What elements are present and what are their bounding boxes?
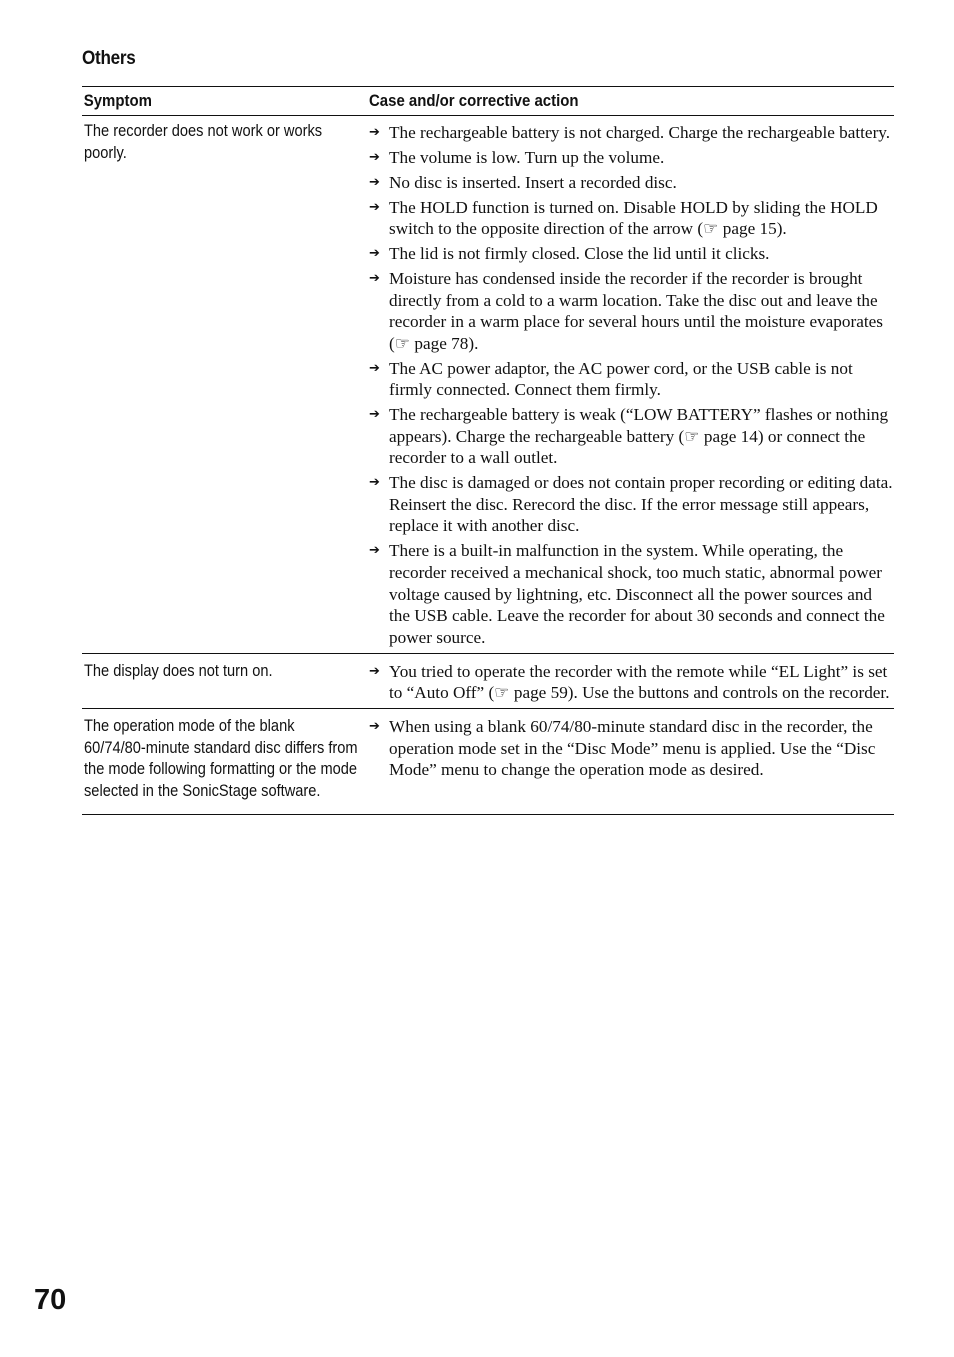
header-symptom: Symptom xyxy=(83,91,152,110)
action-item xyxy=(367,358,894,401)
symptom-text: The recorder does not work or works poorly. xyxy=(84,121,323,162)
action-item xyxy=(367,122,894,144)
table-header xyxy=(82,87,894,116)
symptom-text: The display does not turn on. xyxy=(84,660,273,680)
actions-cell xyxy=(367,709,894,814)
table-row xyxy=(82,709,894,815)
action-item xyxy=(367,404,894,469)
right-arrow-icon: ➔ xyxy=(369,360,380,376)
right-arrow-icon: ➔ xyxy=(369,149,380,165)
action-text: No disc is inserted. Insert a recorded disc. xyxy=(389,172,677,192)
right-arrow-icon: ➔ xyxy=(369,125,380,140)
action-item xyxy=(367,197,894,240)
header-action: Case and/or corrective action xyxy=(369,91,579,110)
action-text: The rechargeable battery is weak (“LOW BATTERY” flashes or nothing appears). Charge the rechargeable battery (☞ page 14) or connect the recorder to a wall outlet. xyxy=(389,405,889,468)
action-item xyxy=(367,172,894,194)
section-title: Others xyxy=(82,48,136,69)
symptom-cell xyxy=(82,116,367,653)
action-text: The AC power adaptor, the AC power cord, or the USB cable is not firmly connected. Connect them firmly. xyxy=(389,358,853,400)
action-text: The lid is not firmly closed. Close the lid until it clicks. xyxy=(389,244,770,264)
right-arrow-icon: ➔ xyxy=(369,246,380,262)
right-arrow-icon: ➔ xyxy=(369,271,380,287)
right-arrow-icon: ➔ xyxy=(369,407,380,423)
troubleshooting-table xyxy=(82,86,894,815)
table-row xyxy=(82,116,894,654)
right-arrow-icon: ➔ xyxy=(369,543,380,559)
action-text: There is a built-in malfunction in the system. While operating, the recorder received a mechanical shock, too much static, abnormal power voltage caused by lightning, etc. Disconnect all the power sources and the USB cable. Leave the recorder for about 30 seconds and connect the power source. xyxy=(389,541,885,647)
action-item xyxy=(367,268,894,354)
action-item xyxy=(367,147,894,169)
page-number: 70 xyxy=(34,1284,67,1316)
right-arrow-icon: ➔ xyxy=(369,199,380,215)
actions-cell xyxy=(367,116,894,653)
right-arrow-icon: ➔ xyxy=(369,719,380,735)
action-text: The rechargeable battery is not charged. Charge the rechargeable battery. xyxy=(389,123,891,142)
right-arrow-icon: ➔ xyxy=(369,663,380,679)
action-item xyxy=(367,472,894,537)
actions-cell xyxy=(367,654,894,708)
action-text: The HOLD function is turned on. Disable HOLD by sliding the HOLD switch to the opposite direction of the arrow (☞ page 15). xyxy=(389,197,878,239)
table-body xyxy=(82,116,894,815)
action-item xyxy=(367,243,894,265)
action-item xyxy=(367,716,894,781)
action-item xyxy=(367,661,894,704)
action-text: The volume is low. Turn up the volume. xyxy=(389,147,665,167)
action-item xyxy=(367,540,894,648)
symptom-text: The operation mode of the blank 60/74/80-minute standard disc differs from the mode following formatting or the mode selected in the SonicStage software. xyxy=(84,716,358,800)
table-row xyxy=(82,654,894,709)
action-text: The disc is damaged or does not contain proper recording or editing data. Reinsert the disc. Rerecord the disc. If the error message still appears, replace it with another disc. xyxy=(389,473,893,536)
right-arrow-icon: ➔ xyxy=(369,475,380,491)
symptom-cell xyxy=(82,709,367,814)
action-text: You tried to operate the recorder with the remote while “EL Light” is set to “Auto Off” (☞ page 59). Use the buttons and controls on the recorder. xyxy=(389,661,890,703)
action-text: Moisture has condensed inside the recorder if the recorder is brought directly from a cold to a warm location. Take the disc out and leave the recorder in a warm place for several hours until the moisture evaporates (☞ page 78). xyxy=(389,269,883,353)
right-arrow-icon: ➔ xyxy=(369,174,380,190)
action-text: When using a blank 60/74/80-minute standard disc in the recorder, the operation mode set in the “Disc Mode” menu is applied. Use the “Disc Mode” menu to change the operation mode as desired. xyxy=(389,717,876,780)
symptom-cell xyxy=(82,654,367,708)
